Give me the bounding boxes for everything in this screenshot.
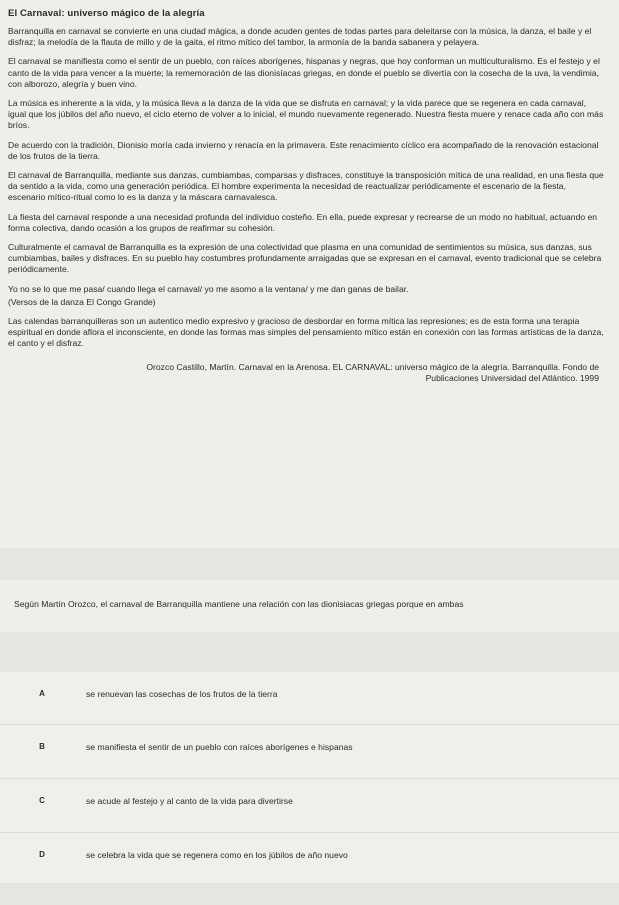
passage-citation	[8, 362, 599, 384]
answer-option-a[interactable]	[0, 672, 619, 722]
section-separator	[0, 548, 619, 580]
answer-option-d[interactable]	[0, 833, 619, 883]
passage-paragraph-7: Culturalmente el carnaval de Barranquilla es la expresión de una colectividad que plasma en una comunidad de sentimientos su música, sus danzas, sus cumbiambas, bailes y disfraces. En su pueblo hay costumbres profundamente arraigadas que se expresan en el carnaval, evento tradicional que se celebra periódicamente.	[8, 242, 602, 275]
bottom-margin	[0, 883, 619, 905]
option-text: se manifiesta el sentir de un pueblo con raíces aborígenes e hispanas	[86, 742, 353, 752]
passage-closing-paragraph: Las calendas barranquilleras son un autentico medio expresivo y gracioso de desbordar en forma mítica las represiones; es de esta forma una terapia espiritual en donde aflora el inconsciente, en donde las formas mas simples del pensamiento mítico están en conexión con las formas artísticas de la danza, el canto y el disfraz.	[8, 316, 604, 349]
option-text: se renuevan las cosechas de los frutos de la tierra	[86, 689, 278, 699]
citation-line-2: Publicaciones Universidad del Atlántico. 1999	[425, 372, 599, 383]
option-letter: C	[39, 796, 45, 805]
passage-paragraph-4: De acuerdo con la tradición, Dionisio moría cada invierno y renacía en la primavera. Este renacimiento cíclico era acompañado de la renovación estacional de los frutos de la tierra.	[8, 139, 599, 161]
citation-line-1: Orozco Castillo, Martín. Carnaval en la Arenosa. EL CARNAVAL: universo mágico de la alegría. Barranquilla. Fondo de	[146, 361, 599, 372]
question-stem	[0, 580, 619, 632]
passage-paragraph-3: La música es inherente a la vida, y la música lleva a la danza de la vida que se disfruta en carnaval; y la vida parece que se regenera en cada carnaval, igual que los júbilos del año nuevo, el ciclo eterno de volver a lo inicial, el mundo nuevamente regenerado. Nuestra fiesta muere y renace cada año con más bríos.	[8, 98, 604, 131]
section-separator	[0, 632, 619, 672]
passage-verse-source: (Versos de la danza El Congo Grande)	[8, 296, 156, 307]
option-text: se celebra la vida que se regenera como en los júbilos de año nuevo	[86, 850, 348, 860]
passage-paragraph-1: Barranquilla en carnaval se convierte en una ciudad mágica, a donde acuden gentes de todas partes para deleitarse con la música, la danza, el baile y el disfraz; la melodía de la flauta de millo y de la gaita, el ritmo mítico del tambor, la armonía de la banda sabanera y pelayera.	[8, 26, 592, 48]
option-letter: A	[39, 689, 45, 698]
option-text: se acude al festejo y al canto de la vida para divertirse	[86, 796, 293, 806]
passage-paragraph-2: El carnaval se manifiesta como el sentir de un pueblo, con raíces aborígenes, hispanas y negras, que hoy conforman un multiculturalismo. Es el festejo y el canto de la vida para vencer a la muerte; la rememoración de las dionisíacas griegas, en donde el pueblo se divertía con la cosecha de la uva, la vendimia, con alborozo, alegría y buen vino.	[8, 56, 600, 89]
passage-paragraph-6: La fiesta del carnaval responde a una necesidad profunda del individuo costeño. En ella, puede expresar y recrearse de un modo no habitual, actuando en forma colectiva, dando ocasión a los grupos de reafirmar su cohesión.	[8, 211, 598, 233]
answer-option-b[interactable]	[0, 725, 619, 775]
answer-option-c[interactable]	[0, 779, 619, 829]
passage-title: El Carnaval: universo mágico de la alegría	[8, 8, 205, 19]
passage-verse: Yo no se lo que me pasa/ cuando llega el carnaval/ yo me asomo a la ventana/ y me dan ganas de bailar.	[8, 283, 409, 294]
option-letter: D	[39, 850, 45, 859]
option-letter: B	[39, 742, 45, 751]
passage-paragraph-5: El carnaval de Barranquilla, mediante sus danzas, cumbiambas, comparsas y disfraces, constituye la transposición mítica de una realidad, en una fiesta que da sentido a la vida, como una generación periódica. El hombre experimenta la necesidad de reactualizar periódicamente el escenario de la fiesta, escenario mítico-ritual como lo es la danza y la máscara carnavalesca.	[8, 170, 604, 203]
question-text: Según Martín Orozco, el carnaval de Barranquilla mantiene una relación con las dionisiacas griegas porque en ambas	[14, 599, 464, 609]
